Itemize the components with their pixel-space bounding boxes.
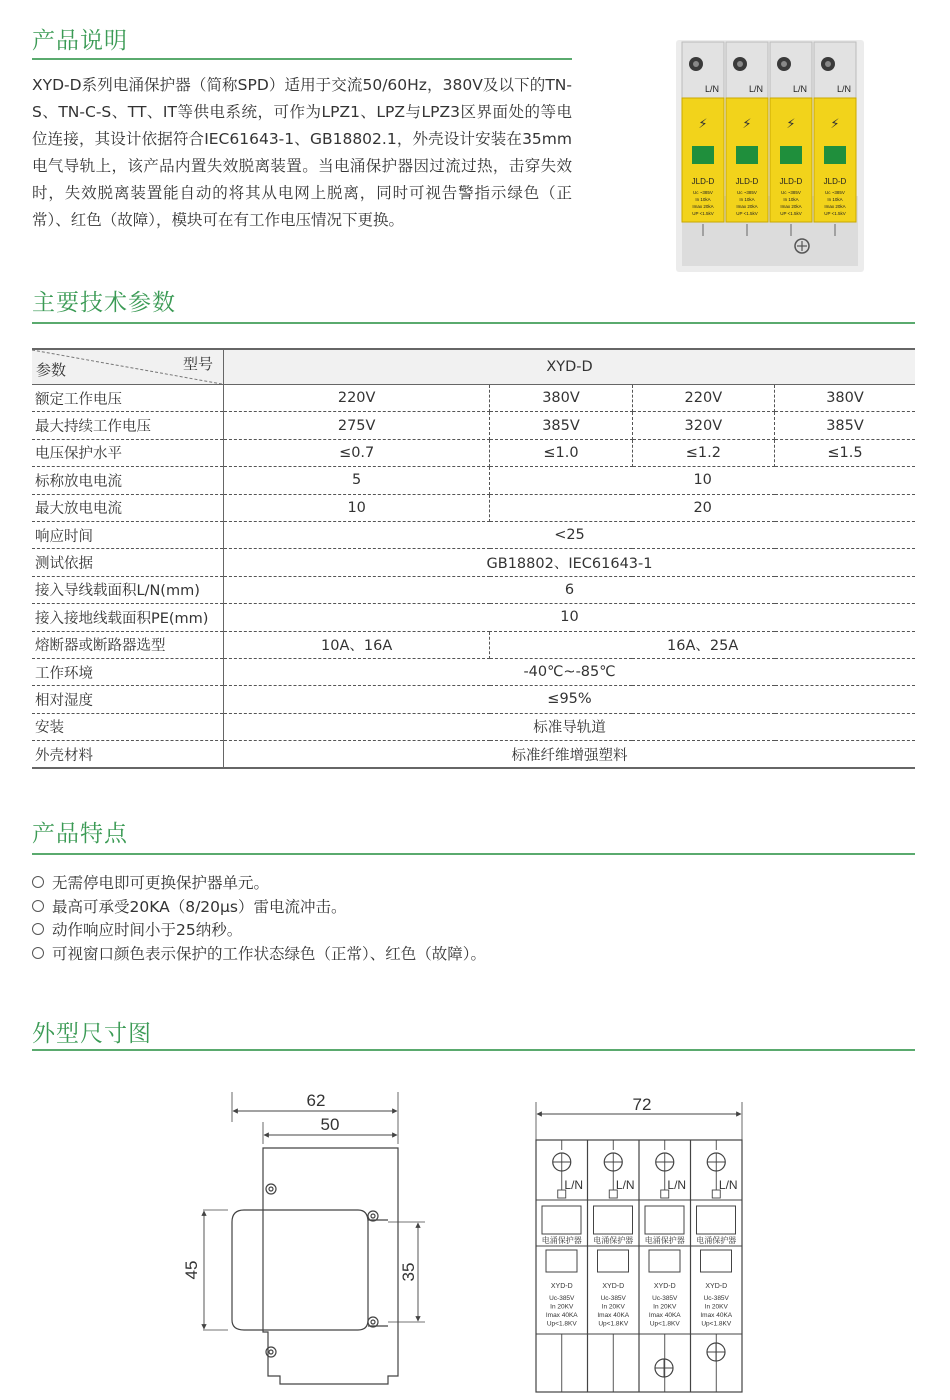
status-window-outline	[701, 1250, 732, 1272]
status-window-outline	[649, 1250, 680, 1272]
row-label: 最大放电电流	[32, 494, 224, 521]
table-row	[32, 412, 915, 439]
front-module-label: L/N	[564, 1178, 584, 1192]
table-cell: 10A、16A	[224, 631, 490, 658]
photo-module-label: L/N	[836, 84, 852, 94]
photo-model-label: JLD-D	[823, 177, 847, 186]
list-item: 动作响应时间小于25纳秒。	[32, 919, 486, 943]
status-window-outline	[598, 1250, 629, 1272]
section-rule-intro	[32, 58, 572, 60]
table-cell: 220V	[632, 385, 774, 412]
table-cell: ≤1.0	[490, 439, 632, 466]
front-spec-label: Uc-385V	[652, 1295, 678, 1302]
front-spec-label: In 20KV	[601, 1303, 625, 1311]
row-label: 外壳材料	[32, 741, 224, 769]
table-row	[32, 494, 915, 521]
photo-spec-label: Uc ~385V	[781, 190, 801, 195]
table-cell: 385V	[775, 412, 916, 439]
table-cell: 标准导轨道	[224, 713, 916, 740]
table-row	[32, 549, 915, 576]
front-spec-label: Imax 40KA	[700, 1312, 733, 1319]
photo-module-label: L/N	[704, 84, 720, 94]
table-cell: -40℃~-85℃	[224, 658, 916, 685]
row-label: 电压保护水平	[32, 439, 224, 466]
photo-spec-label: UP <1.5kV	[692, 211, 714, 216]
row-label: 额定工作电压	[32, 385, 224, 412]
status-window-outline	[546, 1250, 577, 1272]
dim-side-rail-height: 35	[399, 1262, 418, 1282]
front-model-label: XYD-D	[705, 1283, 728, 1290]
photo-spec-label: Imax 20kA	[780, 204, 802, 209]
table-cell: GB18802、IEC61643-1	[224, 549, 916, 576]
table-cell: 10	[224, 494, 490, 521]
photo-spec-label: Uc ~385V	[825, 190, 845, 195]
table-cell: 10	[224, 604, 916, 631]
front-device-name: 电涌保护器	[593, 1236, 634, 1245]
features-list	[32, 872, 486, 966]
front-spec-label: Imax 40KA	[597, 1312, 630, 1319]
table-model-header: XYD-D	[224, 349, 916, 385]
section-title-params: 主要技术参数	[32, 290, 176, 316]
table-row	[32, 604, 915, 631]
photo-spec-label: Imax 20kA	[824, 204, 846, 209]
photo-spec-label: Uc ~385V	[693, 190, 713, 195]
window-outline	[542, 1206, 581, 1234]
side-view-drawing	[203, 1092, 425, 1384]
table-cell: 20	[490, 494, 915, 521]
table-cell: 320V	[632, 412, 774, 439]
circle-bullet-icon	[32, 876, 44, 888]
front-model-label: XYD-D	[550, 1283, 573, 1290]
list-item: 无需停电即可更换保护器单元。	[32, 872, 486, 896]
parameters-table	[32, 348, 915, 769]
window-outline	[594, 1206, 633, 1234]
list-item: 可视窗口颜色表示保护的工作状态绿色（正常）、红色（故障）。	[32, 943, 486, 967]
row-label: 响应时间	[32, 521, 224, 548]
circle-bullet-icon	[32, 947, 44, 959]
photo-logo-icon: ⚡	[786, 117, 796, 132]
photo-spec-label: In 10kA	[783, 197, 799, 202]
table-cell: ≤95%	[224, 686, 916, 713]
dim-front-overall-width: 72	[632, 1095, 652, 1114]
section-rule-features	[32, 853, 915, 855]
table-cell: 275V	[224, 412, 490, 439]
photo-status-window	[692, 146, 714, 164]
dim-side-overall-width: 62	[306, 1091, 326, 1110]
photo-spec-label: Imax 20kA	[692, 204, 714, 209]
front-spec-label: Uc-385V	[600, 1295, 626, 1302]
row-label: 相对湿度	[32, 686, 224, 713]
photo-status-window	[780, 146, 802, 164]
front-model-label: XYD-D	[602, 1283, 625, 1290]
circle-bullet-icon	[32, 923, 44, 935]
photo-spec-label: Uc ~385V	[737, 190, 757, 195]
row-label: 工作环境	[32, 658, 224, 685]
section-title-intro: 产品说明	[32, 28, 128, 54]
front-spec-label: Up<1.8KV	[546, 1320, 577, 1328]
front-spec-label: Imax 40KA	[648, 1312, 681, 1319]
front-device-name: 电涌保护器	[541, 1236, 582, 1245]
corner-model-label: 型号	[182, 355, 213, 373]
table-cell: <25	[224, 521, 916, 548]
front-module-label: L/N	[718, 1178, 738, 1192]
photo-module-label: L/N	[792, 84, 808, 94]
section-rule-dimensions	[32, 1049, 915, 1051]
row-label: 测试依据	[32, 549, 224, 576]
photo-spec-label: In 10kA	[695, 197, 711, 202]
front-spec-label: In 20KV	[653, 1303, 677, 1311]
table-row	[32, 713, 915, 740]
circle-bullet-icon	[32, 900, 44, 912]
list-item: 最高可承受20KA（8/20μs）雷电流冲击。	[32, 896, 486, 920]
photo-logo-icon: ⚡	[830, 117, 840, 132]
photo-spec-label: In 10kA	[827, 197, 843, 202]
table-cell: 标准纤维增强塑料	[224, 741, 916, 769]
table-cell: 10	[490, 467, 915, 494]
table-header-row	[32, 349, 915, 385]
table-cell: ≤0.7	[224, 439, 490, 466]
photo-spec-label: UP <1.5kV	[780, 211, 802, 216]
photo-spec-label: UP <1.5kV	[824, 211, 846, 216]
row-label: 接入接地线载面积PE(mm)	[32, 604, 224, 631]
dimension-drawings	[170, 1082, 770, 1394]
front-spec-label: Up<1.8KV	[649, 1320, 680, 1328]
photo-model-label: JLD-D	[691, 177, 715, 186]
front-device-name: 电涌保护器	[696, 1236, 737, 1245]
photo-spec-label: In 10kA	[739, 197, 755, 202]
table-cell: 380V	[775, 385, 916, 412]
photo-spec-label: Imax 20kA	[736, 204, 758, 209]
section-title-dimensions: 外型尺寸图	[32, 1021, 152, 1047]
photo-model-label: JLD-D	[779, 177, 803, 186]
table-corner-cell	[32, 349, 224, 385]
front-spec-label: Uc-385V	[549, 1295, 575, 1302]
intro-paragraph: XYD-D系列电涌保护器（简称SPD）适用于交流50/60Hz，380V及以下的TN-S、TN-C-S、TT、IT等供电系统，可作为LPZ1、LPZ与LPZ3区界面处的等电位连接，其设计依据符合IEC61643-1、GB18802.1，外壳设计安装在35mm电气导轨上，该产品内置失效脱离装置。当电涌保护器因过流过热，击穿失效时，失效脱离装置能自动的将其从电网上脱离，同时可视告警指示绿色（正常）、红色（故障），模块可在有工作电压情况下更换。	[32, 76, 572, 229]
front-spec-label: Up<1.8KV	[701, 1320, 732, 1328]
front-spec-label: In 20KV	[550, 1303, 574, 1311]
row-label: 安装	[32, 713, 224, 740]
photo-spec-label: UP <1.5kV	[736, 211, 758, 216]
photo-logo-icon: ⚡	[742, 117, 752, 132]
window-outline	[645, 1206, 684, 1234]
table-cell: 220V	[224, 385, 490, 412]
row-label: 接入导线载面积L/N(mm)	[32, 576, 224, 603]
table-cell: 385V	[490, 412, 632, 439]
table-row	[32, 576, 915, 603]
photo-status-window	[824, 146, 846, 164]
table-row	[32, 658, 915, 685]
table-cell: ≤1.2	[632, 439, 774, 466]
front-spec-label: Uc-385V	[703, 1295, 729, 1302]
front-spec-label: Up<1.8KV	[598, 1320, 629, 1328]
table-cell: 380V	[490, 385, 632, 412]
photo-status-window	[736, 146, 758, 164]
table-row	[32, 467, 915, 494]
row-label: 熔断器或断路器选型	[32, 631, 224, 658]
table-row	[32, 385, 915, 412]
table-row	[32, 741, 915, 769]
row-label: 标称放电电流	[32, 467, 224, 494]
front-module-label: L/N	[667, 1178, 687, 1192]
window-outline	[697, 1206, 736, 1234]
front-view-drawing	[536, 1102, 742, 1392]
front-module-label: L/N	[615, 1178, 635, 1192]
table-cell: 5	[224, 467, 490, 494]
dim-side-body-width: 50	[320, 1115, 340, 1134]
section-rule-params	[32, 322, 915, 324]
photo-module-label: L/N	[748, 84, 764, 94]
row-label: 最大持续工作电压	[32, 412, 224, 439]
product-photo	[672, 36, 868, 276]
table-cell: ≤1.5	[775, 439, 916, 466]
front-model-label: XYD-D	[653, 1283, 676, 1290]
section-title-features: 产品特点	[32, 821, 128, 847]
table-row	[32, 631, 915, 658]
photo-model-label: JLD-D	[735, 177, 759, 186]
front-device-name: 电涌保护器	[644, 1236, 685, 1245]
photo-logo-icon: ⚡	[698, 117, 708, 132]
front-spec-label: In 20KV	[704, 1303, 728, 1311]
table-cell: 16A、25A	[490, 631, 915, 658]
front-spec-label: Imax 40KA	[545, 1312, 578, 1319]
table-row	[32, 439, 915, 466]
table-cell: 6	[224, 576, 916, 603]
dim-side-height: 45	[182, 1260, 201, 1280]
table-row	[32, 686, 915, 713]
corner-param-label: 参数	[36, 361, 67, 379]
table-row	[32, 521, 915, 548]
